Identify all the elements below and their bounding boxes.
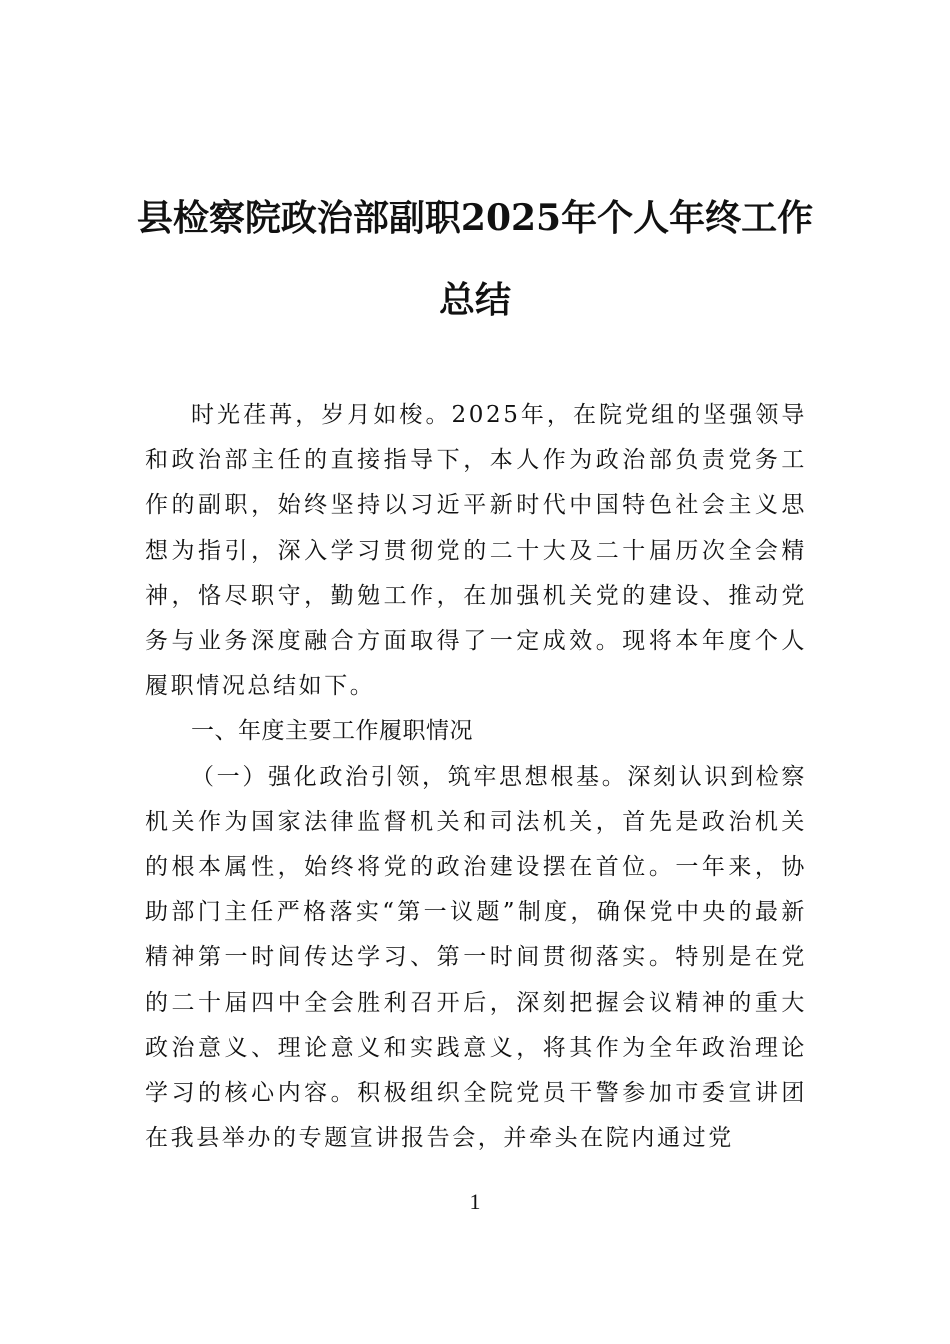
- document-body: [145, 393, 807, 1161]
- document-title-line-2: 总结: [438, 279, 511, 321]
- subsection-heading: （一）强化政治引领，筑牢思想根基。: [191, 763, 628, 790]
- subsection-body: 深刻认识到检察机关作为国家法律监督机关和司法机关，首先是政治机关的根本属性，始终将党的政治建设摆在首位。一年来，协助部门主任严格落实“第一议题”制度，确保党中央的最新精神第一时间传达学习、第一时间贯彻落实。特别是在党的二十届四中全会胜利召开后，深刻把握会议精神的重大政治意义、理论意义和实践意义，将其作为全年政治理论学习的核心内容。积极组织全院党员干警参加市委宣讲团在我县举办的专题宣讲报告会，并牵头在院内通过党: [145, 763, 808, 1152]
- document-title: [120, 188, 830, 330]
- section-heading: 一、年度主要工作履职情况: [191, 718, 473, 745]
- intro-paragraph: 时光荏苒，岁月如梭。2025年，在院党组的坚强领导和政治部主任的直接指导下，本人作为政治部负责党务工作的副职，始终坚持以习近平新时代中国特色社会主义思想为指引，深入学习贯彻党的二十大及二十届历次全会精神，恪尽职守，勤勉工作，在加强机关党的建设、推动党务与业务深度融合方面取得了一定成效。现将本年度个人履职情况总结如下。: [145, 402, 807, 700]
- page-number: 1: [469, 1189, 481, 1214]
- document-title-line-1: 县检察院政治部副职2025年个人年终工作: [136, 197, 814, 239]
- subsection-paragraph: [145, 755, 807, 1162]
